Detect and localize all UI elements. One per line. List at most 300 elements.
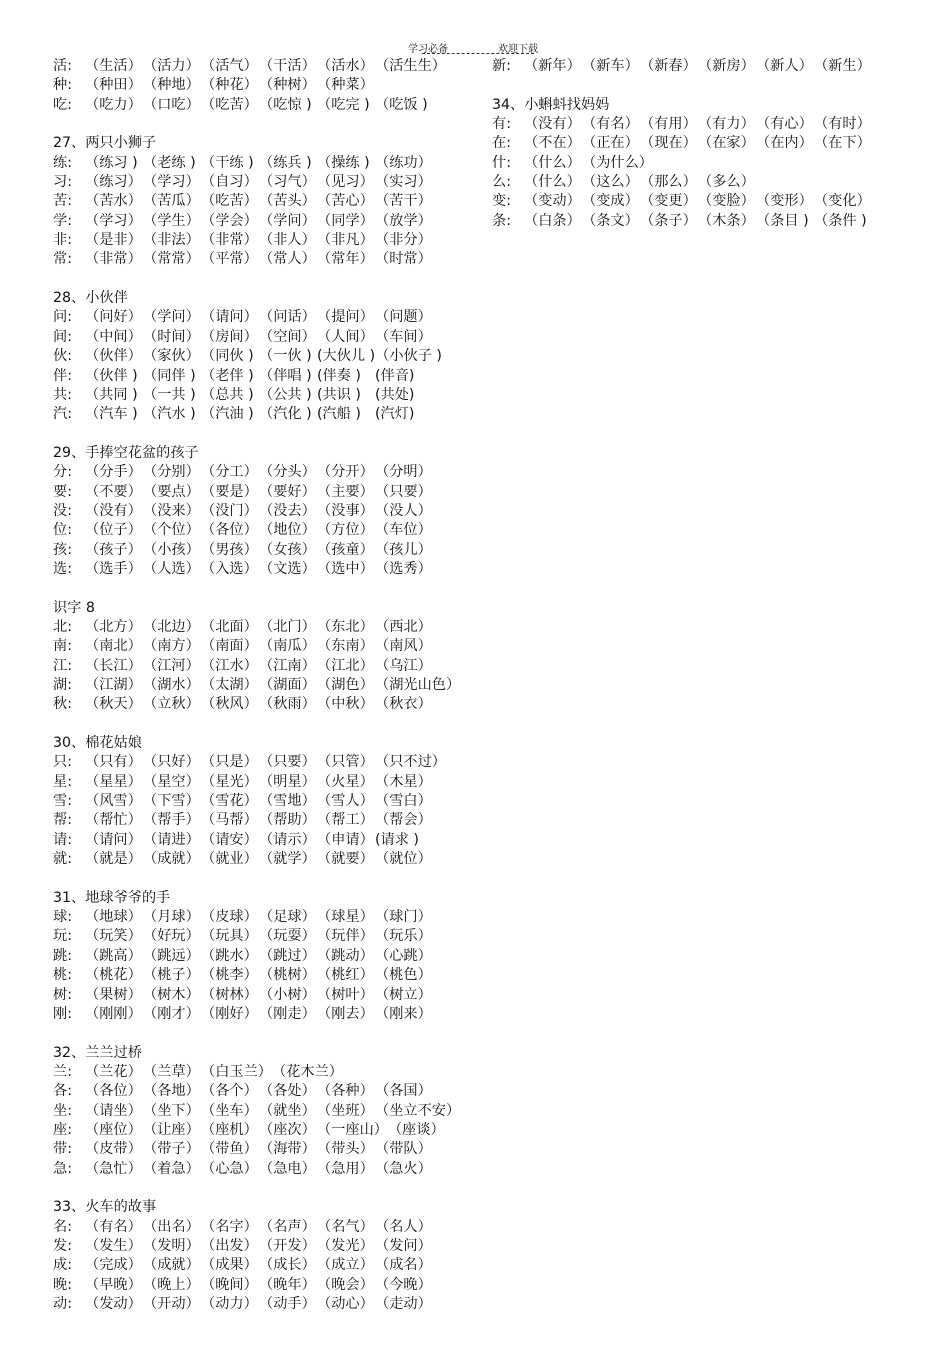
- vocab-row: [53, 1102, 460, 1121]
- lesson-title: 31、地球爷爷的手: [53, 889, 171, 906]
- vocab-character: 星:: [53, 773, 72, 790]
- vocab-word: (汽船 ): [317, 406, 361, 423]
- vocab-word: （心跳）: [375, 947, 432, 964]
- vocab-word: （学生）: [143, 212, 200, 229]
- vocab-word: （小树）: [259, 986, 316, 1003]
- vocab-word: （口吃）: [143, 96, 200, 113]
- vocab-word: （刚好）: [201, 1005, 258, 1022]
- vocab-word: （请坐）: [85, 1102, 142, 1119]
- vocab-word: （东南）: [317, 638, 374, 655]
- vocab-row: [53, 1063, 460, 1082]
- vocab-row: [492, 57, 872, 76]
- vocab-character: 变:: [492, 193, 511, 210]
- lesson-title: 34、小蝌蚪找妈妈: [492, 96, 610, 113]
- vocab-character: 选:: [53, 560, 72, 577]
- vocab-word: （正在）: [582, 135, 639, 152]
- vocab-word: （急忙）: [85, 1160, 142, 1177]
- vocab-row: [53, 541, 460, 560]
- vocab-word: （帮工）: [317, 812, 374, 829]
- vocab-word: （条子）: [640, 212, 697, 229]
- vocab-row: [53, 502, 460, 521]
- vocab-word: （新车）: [582, 58, 639, 74]
- vocab-row: [53, 463, 460, 482]
- vocab-word: （桃红）: [317, 967, 374, 984]
- vocab-word: （分别）: [143, 464, 200, 481]
- vocab-word: （学问）: [143, 309, 200, 326]
- vocab-word: （苦心）: [317, 193, 374, 210]
- vocab-word: （各位）: [201, 522, 258, 539]
- vocab-word: （新年）: [524, 58, 581, 74]
- vocab-word: （玩笑）: [85, 928, 142, 945]
- vocab-word: (共识 ): [317, 386, 361, 403]
- vocab-word: （北门）: [259, 618, 316, 635]
- vocab-word: （南方）: [143, 638, 200, 655]
- vocab-word: （生活）: [85, 58, 142, 74]
- vocab-row: [53, 483, 460, 502]
- vocab-word: （名人）: [375, 1218, 432, 1235]
- vocab-word: （吃饭 ): [375, 96, 428, 113]
- vocab-word: （伴唱 ): [259, 367, 312, 384]
- vocab-word: （北方）: [85, 618, 142, 635]
- vocab-row: [53, 405, 460, 424]
- vocab-word: （动手）: [259, 1296, 316, 1312]
- vocab-word: （雪人）: [317, 793, 374, 810]
- vocab-character: 名:: [53, 1218, 72, 1235]
- vocab-word: （吃苦）: [201, 193, 258, 210]
- vocab-row: [53, 76, 460, 95]
- vocab-word: （发光）: [317, 1237, 374, 1254]
- vocab-word: （急用）: [317, 1160, 374, 1177]
- vocab-word: （提问）: [317, 309, 374, 326]
- vocab-row: [53, 986, 460, 1005]
- vocab-word: （名字）: [201, 1218, 258, 1235]
- vocab-row: [53, 947, 460, 966]
- vocab-word: （急火）: [375, 1160, 432, 1177]
- vocab-row: [53, 231, 460, 250]
- vocab-word: （苦干）: [375, 193, 432, 210]
- vocab-word: （只有）: [85, 754, 142, 771]
- vocab-word: （就业）: [201, 851, 258, 868]
- vocab-word: （急电）: [259, 1160, 316, 1177]
- vocab-row: [53, 1160, 460, 1179]
- vocab-word: （出发）: [201, 1237, 258, 1254]
- vocab-word: （非人）: [259, 232, 316, 249]
- vocab-word: （帮忙）: [85, 812, 142, 829]
- vocab-word: （种树）: [259, 77, 316, 94]
- vocab-word: （木星）: [375, 773, 432, 790]
- vocab-row: [53, 1295, 460, 1314]
- vocab-word: （问好）: [85, 309, 142, 326]
- vocab-word: （跳远）: [143, 947, 200, 964]
- vocab-character: 非:: [53, 232, 72, 249]
- vocab-word: （带头）: [317, 1141, 374, 1158]
- vocab-word: （同学）: [317, 212, 374, 229]
- vocab-character: 发:: [53, 1237, 72, 1254]
- vocab-word: （孩子）: [85, 541, 142, 558]
- vocab-word: （成就）: [143, 851, 200, 868]
- vocab-word: （苦瓜）: [143, 193, 200, 210]
- vocab-row: [53, 347, 460, 366]
- vocab-row: [53, 850, 460, 869]
- vocab-word: （跳动）: [317, 947, 374, 964]
- vocab-word: （现在）: [640, 135, 697, 152]
- vocab-word: （江河）: [143, 657, 200, 674]
- vocab-word: （入选）: [201, 560, 258, 577]
- vocab-word: （伙伴）: [85, 348, 142, 365]
- vocab-word: （练习 ): [85, 154, 138, 171]
- vocab-word: （请问）: [201, 309, 258, 326]
- vocab-row: [53, 637, 460, 656]
- vocab-word: （白玉兰）: [201, 1063, 272, 1080]
- vocab-word: （秋衣）: [375, 696, 432, 713]
- vocab-word: （活生生）: [375, 58, 446, 74]
- vocab-word: （走动）: [375, 1296, 432, 1312]
- vocab-word: （坐立不安）: [375, 1102, 461, 1119]
- vocab-character: 伴:: [53, 367, 72, 384]
- vocab-word: （雪地）: [259, 793, 316, 810]
- vocab-word: （南瓜）: [259, 638, 316, 655]
- header-right-text: 欢迎下载: [498, 44, 538, 55]
- vocab-row: [53, 154, 460, 173]
- vocab-character: 请:: [53, 831, 72, 848]
- vocab-word: （各种）: [317, 1083, 374, 1100]
- vocab-word: （东北）: [317, 618, 374, 635]
- vocab-character: 学:: [53, 212, 72, 229]
- vocab-word: （就坐）: [259, 1102, 316, 1119]
- vocab-word: （桃李）: [201, 967, 258, 984]
- vocab-word: （男孩）: [201, 541, 258, 558]
- vocab-word: （条文）: [582, 212, 639, 229]
- vocab-word: （刚走）: [259, 1005, 316, 1022]
- vocab-word: (汽灯): [375, 406, 415, 423]
- vocab-word: （是非）: [85, 232, 142, 249]
- vocab-word: （明星）: [259, 773, 316, 790]
- vocab-word: （兰草）: [143, 1063, 200, 1080]
- vocab-word: （常人）: [259, 251, 316, 268]
- vocab-word: （早晚）: [85, 1276, 142, 1293]
- vocab-word: （树立）: [375, 986, 432, 1003]
- vocab-character: 动:: [53, 1296, 72, 1312]
- vocab-word: （非法）: [143, 232, 200, 249]
- vocab-word: （变更）: [640, 193, 697, 210]
- vocab-word: （时间）: [143, 328, 200, 345]
- vocab-word: （晚会）: [317, 1276, 374, 1293]
- vocab-word: （一座山）: [317, 1121, 388, 1138]
- vocab-word: （练功）: [375, 154, 432, 171]
- vocab-word: （跳过）: [259, 947, 316, 964]
- vocab-word: （人间）: [317, 328, 374, 345]
- vocab-word: （只好）: [143, 754, 200, 771]
- vocab-character: 有:: [492, 116, 511, 133]
- lesson-title: 32、兰兰过桥: [53, 1044, 142, 1061]
- vocab-word: （座机）: [201, 1121, 258, 1138]
- vocab-word: （桃子）: [143, 967, 200, 984]
- vocab-word: （各位）: [85, 1083, 142, 1100]
- vocab-row: [53, 250, 460, 269]
- vocab-word: （各国）: [375, 1083, 432, 1100]
- vocab-word: （桃色）: [375, 967, 432, 984]
- vocab-word: （车位）: [375, 522, 432, 539]
- vocab-word: （带鱼）: [201, 1141, 258, 1158]
- vocab-word: （常年）: [317, 251, 374, 268]
- vocab-word: （发生）: [85, 1237, 142, 1254]
- vocab-word: （没人）: [375, 502, 432, 519]
- vocab-word: （选手）: [85, 560, 142, 577]
- vocab-word: （太湖）: [201, 677, 258, 693]
- vocab-word: （要点）: [143, 483, 200, 500]
- vocab-word: （有心）: [756, 116, 813, 133]
- vocab-word: （同伙 ): [201, 348, 254, 365]
- vocab-word: （学问）: [259, 212, 316, 229]
- vocab-character: 问:: [53, 309, 72, 326]
- vocab-word: （座位）: [85, 1121, 142, 1138]
- vocab-character: 兰:: [53, 1063, 72, 1080]
- vocab-word: （选中）: [317, 560, 374, 577]
- vocab-word: （人选）: [143, 560, 200, 577]
- vocab-word: （位子）: [85, 522, 142, 539]
- vocab-row: [53, 618, 460, 637]
- vocab-character: 条:: [492, 212, 511, 229]
- right-column: [492, 57, 872, 231]
- page-header: [392, 40, 552, 58]
- vocab-word: （星星）: [85, 773, 142, 790]
- vocab-word: （没去）: [259, 502, 316, 519]
- vocab-row: [53, 560, 460, 579]
- vocab-word: （有时）: [814, 116, 871, 133]
- vocab-word: （有名）: [85, 1218, 142, 1235]
- vocab-word: （湖水）: [143, 677, 200, 693]
- vocab-word: （个位）: [143, 522, 200, 539]
- vocab-word: （座谈）: [387, 1121, 445, 1138]
- vocab-word: （种菜）: [317, 77, 374, 94]
- vocab-word: （问题）: [375, 309, 432, 326]
- vocab-word: （非常）: [201, 232, 258, 249]
- vocab-character: 湖:: [53, 677, 72, 693]
- vocab-word: （空间）: [259, 328, 316, 345]
- vocab-word: (伴奏 ): [317, 367, 361, 384]
- vocab-character: 练:: [53, 154, 72, 171]
- vocab-character: 在:: [492, 135, 511, 152]
- vocab-word: （变化）: [814, 193, 871, 210]
- vocab-word: （有力）: [698, 116, 755, 133]
- vocab-word: （没事）: [317, 502, 374, 519]
- vocab-word: （分开）: [317, 464, 374, 481]
- vocab-word: （这么）: [582, 174, 639, 191]
- vocab-word: （月球）: [143, 909, 200, 926]
- vocab-word: （发问）: [375, 1237, 432, 1254]
- vocab-word: （房间）: [201, 328, 258, 345]
- vocab-word: （成就）: [143, 1257, 200, 1274]
- vocab-word: （学习）: [85, 212, 142, 229]
- vocab-word: （花木兰）: [271, 1063, 343, 1080]
- vocab-word: （中秋）: [317, 696, 374, 713]
- vocab-word: （种田）: [85, 77, 142, 94]
- vocab-word: （足球）: [259, 909, 316, 926]
- vocab-row: [53, 1140, 460, 1159]
- vocab-word: （星空）: [143, 773, 200, 790]
- vocab-word: （球门）: [375, 909, 432, 926]
- left-column: [53, 57, 460, 1314]
- vocab-row: [53, 1237, 460, 1256]
- vocab-word: （动力）: [201, 1296, 258, 1312]
- vocab-word: （同伴 ): [143, 367, 196, 384]
- vocab-row: [53, 308, 460, 327]
- vocab-word: （让座）: [143, 1121, 200, 1138]
- vocab-word: （湖色）: [317, 677, 374, 693]
- vocab-word: （活气）: [201, 58, 258, 74]
- vocab-character: 就:: [53, 851, 72, 868]
- vocab-character: 座:: [53, 1121, 72, 1138]
- vocab-character: 常:: [53, 251, 72, 268]
- vocab-word: （成名）: [375, 1257, 432, 1274]
- vocab-word: （玩耍）: [259, 928, 316, 945]
- vocab-word: （吃完 ): [317, 96, 370, 113]
- vocab-word: （干活）: [259, 58, 316, 74]
- vocab-character: 急:: [53, 1160, 72, 1177]
- vocab-word: （只是）: [201, 754, 258, 771]
- vocab-word: （没有）: [524, 116, 581, 133]
- vocab-word: （分工）: [201, 464, 258, 481]
- vocab-word: （玩乐）: [375, 928, 432, 945]
- vocab-character: 伙:: [53, 348, 72, 365]
- vocab-word: （带子）: [143, 1141, 200, 1158]
- vocab-word: （变形）: [756, 193, 813, 210]
- section-gap: [53, 579, 460, 598]
- vocab-character: 晚:: [53, 1276, 72, 1293]
- vocab-word: （小伙子 ): [375, 348, 442, 365]
- vocab-character: 吃:: [53, 96, 72, 113]
- vocab-word: （学会）: [201, 212, 258, 229]
- vocab-word: （没门）: [201, 502, 258, 519]
- vocab-character: 玩:: [53, 928, 72, 945]
- vocab-character: 要:: [53, 483, 72, 500]
- vocab-word: (请求 ): [375, 831, 419, 848]
- vocab-row: [53, 367, 460, 386]
- vocab-word: （玩伴）: [317, 928, 374, 945]
- vocab-word: （秋雨）: [259, 696, 316, 713]
- vocab-word: （树木）: [143, 986, 200, 1003]
- vocab-character: 孩:: [53, 541, 72, 558]
- vocab-character: 树:: [53, 986, 72, 1003]
- vocab-word: （完成）: [85, 1257, 142, 1274]
- vocab-word: （非凡）: [317, 232, 374, 249]
- vocab-word: （西北）: [375, 618, 432, 635]
- vocab-row: [53, 328, 460, 347]
- vocab-word: （江南）: [259, 657, 316, 674]
- vocab-word: （种地）: [143, 77, 200, 94]
- vocab-word: （时常）: [375, 251, 432, 268]
- vocab-word: （分明）: [375, 464, 432, 481]
- vocab-character: 位:: [53, 522, 72, 539]
- vocab-word: （湖面）: [259, 677, 316, 693]
- vocab-word: （什么）: [524, 174, 581, 191]
- vocab-word: （那么）: [640, 174, 697, 191]
- lesson-title: 识字 8: [53, 599, 95, 616]
- vocab-word: （刚来）: [375, 1005, 432, 1022]
- vocab-word: （请示）: [259, 831, 316, 848]
- vocab-word: （树叶）: [317, 986, 374, 1003]
- vocab-word: (伴音): [375, 367, 415, 384]
- vocab-word: （雪花）: [201, 793, 258, 810]
- vocab-word: （公共 ): [259, 386, 312, 403]
- vocab-word: （玩具）: [201, 928, 258, 945]
- vocab-character: 成:: [53, 1257, 72, 1274]
- vocab-character: 习:: [53, 174, 72, 191]
- vocab-word: （操练 ): [317, 154, 370, 171]
- vocab-word: （什么）: [524, 154, 581, 171]
- section-gap: [492, 76, 872, 95]
- vocab-word: （请进）: [143, 831, 200, 848]
- vocab-character: 带:: [53, 1141, 72, 1158]
- vocab-word: （地位）: [259, 522, 316, 539]
- vocab-word: （刚刚）: [85, 1005, 142, 1022]
- vocab-word: （坐班）: [317, 1102, 374, 1119]
- lesson-title: 30、棉花姑娘: [53, 735, 142, 752]
- vocab-word: （果树）: [85, 986, 142, 1003]
- vocab-word: （主要）: [317, 483, 374, 500]
- vocab-row: [53, 1082, 460, 1101]
- vocab-word: （新人）: [756, 58, 813, 74]
- vocab-word: （没来）: [143, 502, 200, 519]
- vocab-character: 苦:: [53, 193, 72, 210]
- vocab-word: （坐下）: [143, 1102, 200, 1119]
- vocab-word: （开发）: [259, 1237, 316, 1254]
- vocab-word: （就位）: [375, 851, 432, 868]
- vocab-word: （申请）: [317, 831, 374, 848]
- vocab-word: （学习）: [143, 174, 200, 191]
- vocab-row: [492, 212, 872, 231]
- vocab-word: （跳水）: [201, 947, 258, 964]
- vocab-word: （座次）: [259, 1121, 316, 1138]
- vocab-word: （南面）: [201, 638, 258, 655]
- vocab-word: （火星）: [317, 773, 374, 790]
- vocab-word: （总共 ): [201, 386, 254, 403]
- vocab-word: （晚年）: [259, 1276, 316, 1293]
- vocab-row: [53, 1256, 460, 1275]
- vocab-word: （江北）: [317, 657, 374, 674]
- vocab-word: （皮带）: [85, 1141, 142, 1158]
- vocab-word: （吃惊 ): [259, 96, 312, 113]
- vocab-character: 刚:: [53, 1005, 72, 1022]
- vocab-character: 北:: [53, 618, 72, 635]
- vocab-row: [492, 192, 872, 211]
- vocab-word: （老伴 ): [201, 367, 254, 384]
- vocab-word: （多么）: [698, 174, 755, 191]
- vocab-word: （帮会）: [375, 812, 432, 829]
- vocab-word: （平常）: [201, 251, 258, 268]
- vocab-word: （在内）: [756, 135, 813, 152]
- vocab-row: [492, 115, 872, 134]
- vocab-word: （共同 ): [85, 386, 138, 403]
- vocab-word: （活力）: [143, 58, 200, 74]
- vocab-word: （请问）: [85, 831, 142, 848]
- vocab-word: （马帮）: [201, 812, 258, 829]
- vocab-row: [53, 1005, 460, 1024]
- vocab-row: [53, 676, 460, 695]
- vocab-word: （就学）: [259, 851, 316, 868]
- vocab-word: （刚去）: [317, 1005, 374, 1022]
- vocab-word: （汽化 ): [259, 406, 312, 423]
- vocab-word: （桃花）: [85, 967, 142, 984]
- vocab-word: （汽油 ): [201, 406, 254, 423]
- vocab-row: [53, 753, 460, 772]
- vocab-character: 什:: [492, 154, 511, 171]
- vocab-word: （孩童）: [317, 541, 374, 558]
- vocab-word: （问话）: [259, 309, 316, 326]
- vocab-word: （湖光山色）: [375, 677, 461, 693]
- section-gap: [53, 1024, 460, 1043]
- vocab-row: [53, 173, 460, 192]
